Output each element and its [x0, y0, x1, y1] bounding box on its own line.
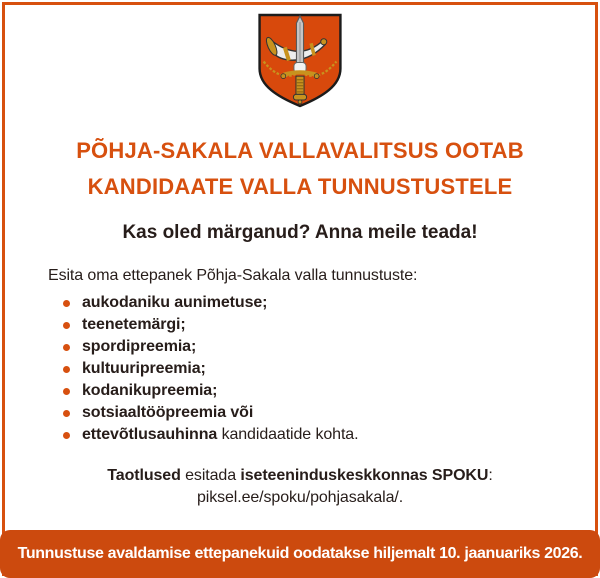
submission-mid-text: esitada [180, 467, 241, 484]
page-title [30, 133, 570, 205]
submission-bold-1: Taotlused [107, 467, 181, 484]
bullet-bold-text: kultuuripreemia; [82, 360, 206, 377]
bullet-icon [63, 388, 70, 395]
bullet-bold-text: spordipreemia; [82, 338, 197, 355]
submission-bold-2: iseteeninduskeskkonnas SPOKU [240, 467, 489, 484]
deadline-banner [0, 530, 600, 578]
bullet-bold-text: kodanikupreemia; [82, 382, 218, 399]
submission-colon: : [488, 467, 493, 484]
deadline-text: Tunnustuse avaldamise ettepanekuid oodatakse hiljemalt 10. jaanuariks 2026. [17, 545, 583, 562]
list-item [48, 314, 554, 336]
bullet-rest-text: kandidaatide kohta. [217, 426, 359, 443]
submission-line [0, 465, 600, 487]
list-item [48, 402, 554, 424]
bullet-bold-text: sotsiaaltööpreemia või [82, 404, 254, 421]
submission-info [0, 465, 600, 509]
subtitle: Kas oled märganud? Anna meile teada! [122, 222, 478, 243]
bullet-icon [63, 322, 70, 329]
bullet-icon [63, 344, 70, 351]
bullet-bold-text: ettevõtlusauhinna [82, 426, 218, 443]
coat-of-arms-icon [257, 13, 343, 108]
intro-text: Esita oma ettepanek Põhja-Sakala valla tunnustuste: [48, 267, 418, 284]
page-title-line-2: KANDIDAATE VALLA TUNNUSTUSTELE [87, 174, 513, 199]
body-block [48, 265, 554, 446]
spoku-url: piksel.ee/spoku/pohjasakala/. [196, 489, 404, 506]
list-item [48, 424, 554, 446]
bullet-icon [63, 410, 70, 417]
list-item [48, 292, 554, 314]
recognition-list [48, 292, 554, 446]
list-item [48, 380, 554, 402]
list-item [48, 358, 554, 380]
bullet-icon [63, 432, 70, 439]
list-item [48, 336, 554, 358]
bullet-icon [63, 300, 70, 307]
bullet-icon [63, 366, 70, 373]
page-title-line-1: PÕHJA-SAKALA VALLAVALITSUS OOTAB [76, 138, 524, 163]
bullet-bold-text: aukodaniku aunimetuse; [82, 294, 268, 311]
bullet-bold-text: teenetemärgi; [82, 316, 186, 333]
